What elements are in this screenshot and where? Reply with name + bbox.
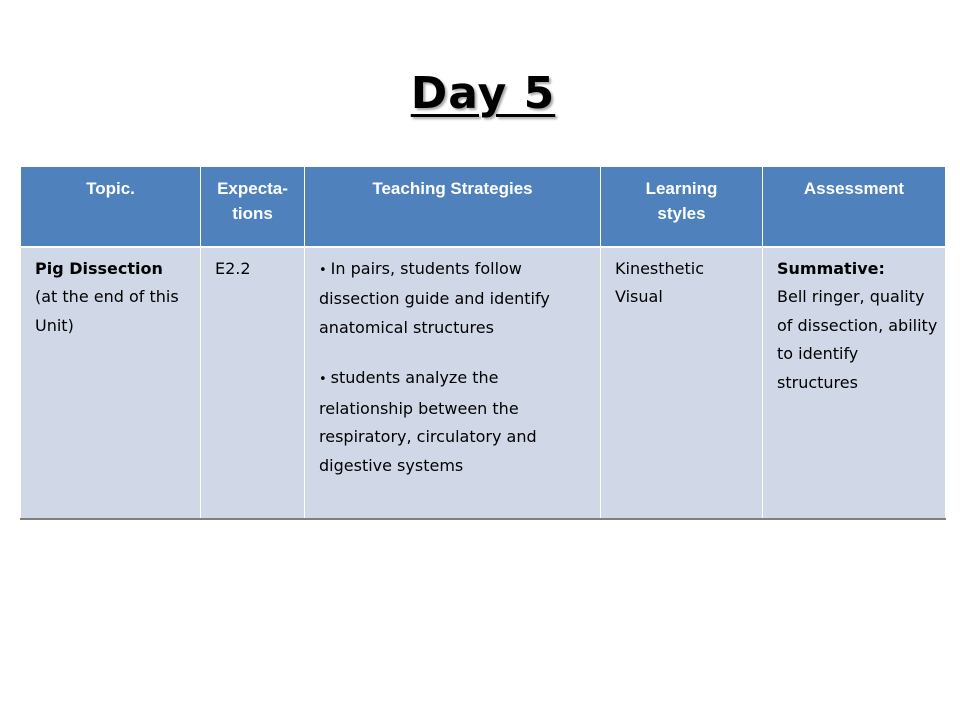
header-learning-styles-label: Learning styles	[645, 179, 718, 223]
page-title: Day 5	[410, 68, 556, 119]
header-teaching-strategies-label: Teaching Strategies	[372, 179, 533, 198]
header-expectations-label: Expecta- tions	[217, 179, 288, 223]
header-expectations	[201, 167, 305, 247]
learning-style: Visual	[615, 287, 663, 306]
expectation-code: E2.2	[215, 258, 251, 278]
assessment-details: Bell ringer, quality of dissection, ability to identify structures	[777, 287, 938, 392]
cell-expectations	[201, 247, 305, 519]
learning-style: Kinesthetic	[615, 258, 705, 278]
header-topic-label: Topic.	[86, 179, 135, 198]
cell-teaching-strategies	[305, 247, 601, 519]
header-assessment-label: Assessment	[803, 179, 905, 198]
table-row	[21, 247, 946, 519]
topic-note: (at the end of this Unit)	[35, 287, 179, 335]
cell-topic	[21, 247, 201, 519]
table-header-row	[21, 167, 946, 247]
strategy-item	[319, 255, 594, 343]
strategy-text: In pairs, students follow dissection guide and identify anatomical structures	[319, 258, 550, 337]
assessment-type: Summative:	[777, 258, 885, 278]
header-assessment	[763, 167, 946, 247]
topic-title: Pig Dissection	[35, 258, 163, 278]
cell-learning-styles	[601, 247, 763, 519]
header-topic	[21, 167, 201, 247]
header-teaching-strategies	[305, 167, 601, 247]
strategy-text: students analyze the relationship between the respiratory, circulatory and digestive systems	[319, 368, 537, 475]
bullet-icon: •	[319, 372, 327, 387]
bullet-icon: •	[319, 262, 327, 278]
header-learning-styles	[601, 167, 763, 247]
lesson-plan-table	[20, 166, 946, 520]
strategy-item	[319, 364, 594, 480]
cell-assessment	[763, 247, 946, 519]
